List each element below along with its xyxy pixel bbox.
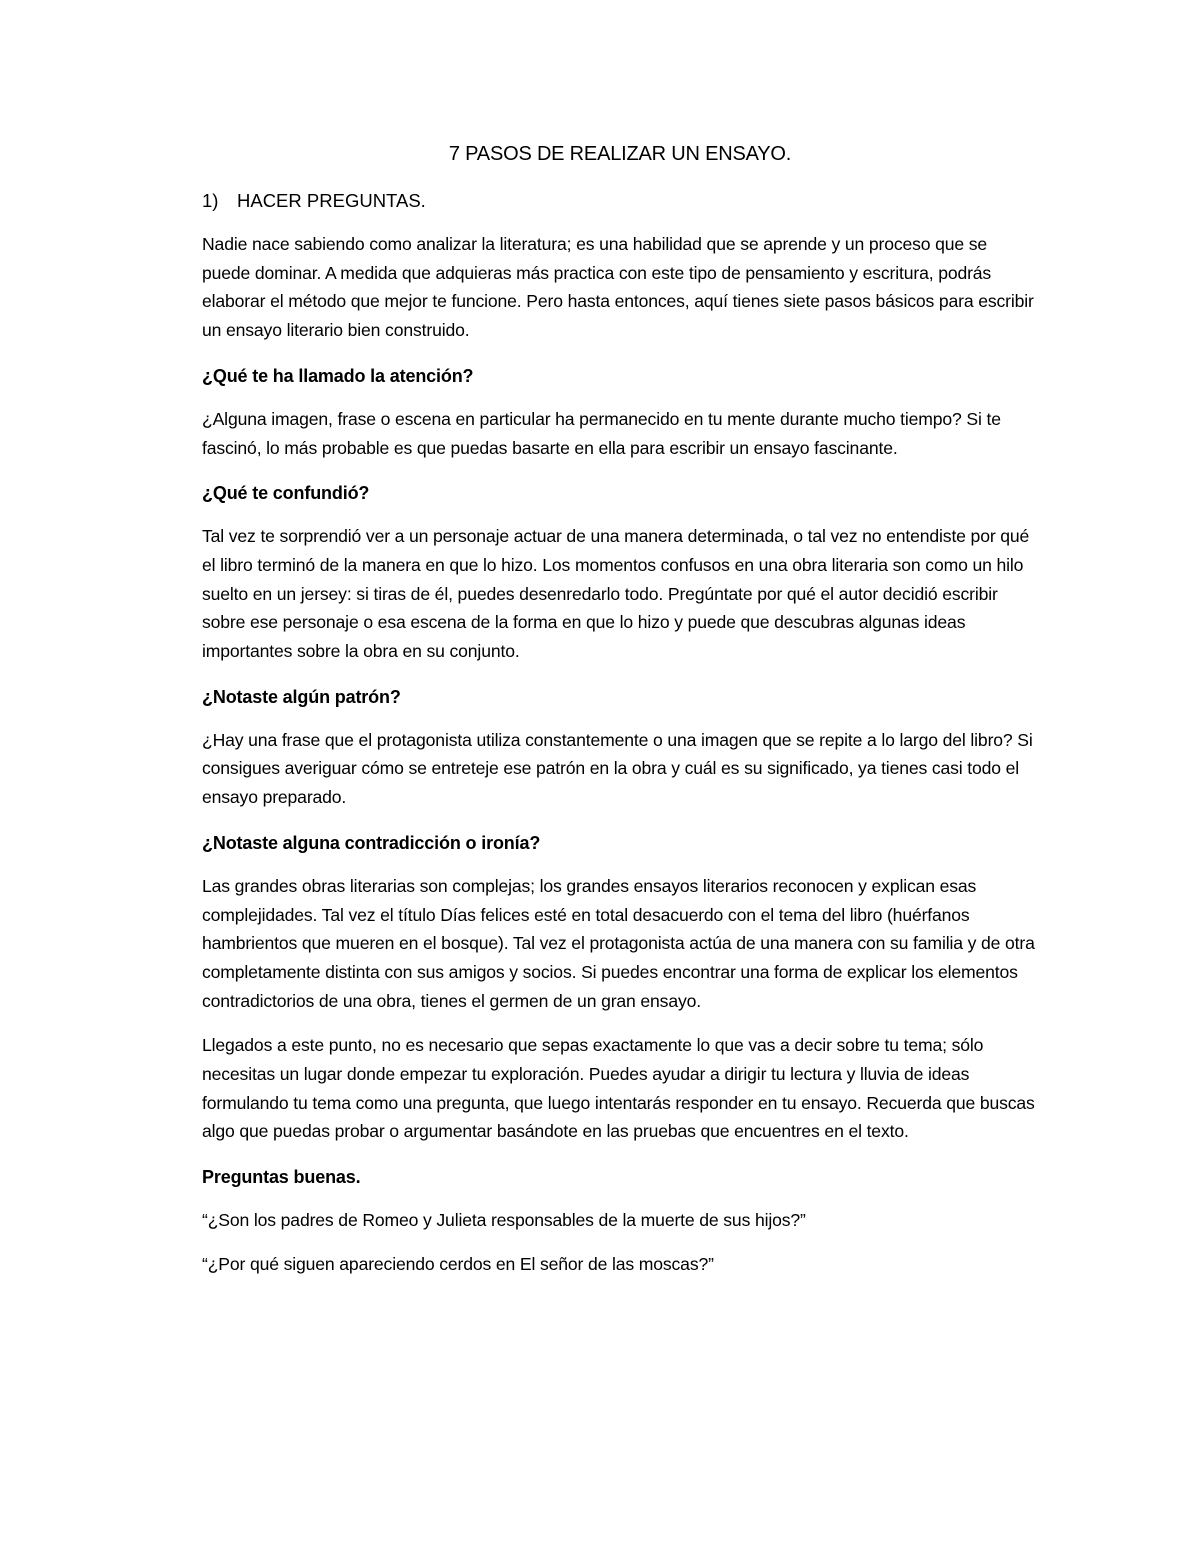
- good-question-item: “¿Por qué siguen apareciendo cerdos en El señor de las moscas?”: [202, 1254, 714, 1275]
- closing-paragraph: Llegados a este punto, no es necesario que sepas exactamente lo que vas a decir sobre tu tema; sólo necesitas un lugar donde empezar tu exploración. Puedes ayudar a dirigir tu lectura y lluvia de ideas formulando tu tema como una pregunta, que luego intentarás responder en tu ensayo. Recuerda que buscas algo que puedas probar o argumentar basándote en las pruebas que encuentres en el texto.: [202, 1035, 1035, 1142]
- intro-paragraph: Nadie nace sabiendo como analizar la literatura; es una habilidad que se aprende y un proceso que se puede dominar. A medida que adquieras más practica con este tipo de pensamiento y escritura, podrás elaborar el método que mejor te funcione. Pero hasta entonces, aquí tienes siete pasos básicos para escribir un ensayo literario bien construido.: [202, 234, 1034, 341]
- question-heading-attention: ¿Qué te ha llamado la atención?: [202, 365, 474, 386]
- question-text-contradiction: Las grandes obras literarias son complejas; los grandes ensayos literarios reconocen y explican esas complejidades. Tal vez el título Días felices esté en total desacuerdo con el tema del libro (huérfanos hambrientos que mueren en el bosque). Tal vez el protagonista actúa de una manera con su familia y de otra completamente distinta con sus amigos y socios. Si puedes encontrar una forma de explicar los elementos contradictorios de una obra, tienes el germen de un gran ensayo.: [202, 875, 1035, 1011]
- section-number: 1): [202, 190, 219, 211]
- document-page: [202, 132, 1038, 1278]
- question-heading-confused: ¿Qué te confundió?: [202, 483, 370, 504]
- good-question-item: “¿Son los padres de Romeo y Julieta responsables de la muerte de sus hijos?”: [202, 1210, 806, 1231]
- question-heading-contradiction: ¿Notaste alguna contradicción o ironía?: [202, 832, 541, 853]
- document-title: 7 PASOS DE REALIZAR UN ENSAYO.: [448, 143, 792, 165]
- question-text-pattern: ¿Hay una frase que el protagonista utiliza constantemente o una imagen que se repite a lo largo del libro? Si consigues averiguar cómo se entreteje ese patrón en la obra y cuál es su significado, ya tienes casi todo el ensayo preparado.: [202, 729, 1033, 808]
- section-label: HACER PREGUNTAS.: [237, 190, 426, 211]
- question-heading-pattern: ¿Notaste algún patrón?: [202, 686, 401, 707]
- good-questions-heading: Preguntas buenas.: [202, 1167, 361, 1188]
- question-text-attention: ¿Alguna imagen, frase o escena en particular ha permanecido en tu mente durante mucho tiempo? Si te fascinó, lo más probable es que puedas basarte en ella para escribir un ensayo fascinante.: [202, 408, 1001, 458]
- question-text-confused: Tal vez te sorprendió ver a un personaje actuar de una manera determinada, o tal vez no entendiste por qué el libro terminó de la manera en que lo hizo. Los momentos confusos en una obra literaria son como un hilo suelto en un jersey: si tiras de él, puedes desenredarlo todo. Pregúntate por qué el autor decidió escribir sobre ese personaje o esa escena de la forma en que lo hizo y puede que descubras algunas ideas importantes sobre la obra en su conjunto.: [202, 526, 1030, 662]
- section-heading: [202, 188, 1038, 214]
